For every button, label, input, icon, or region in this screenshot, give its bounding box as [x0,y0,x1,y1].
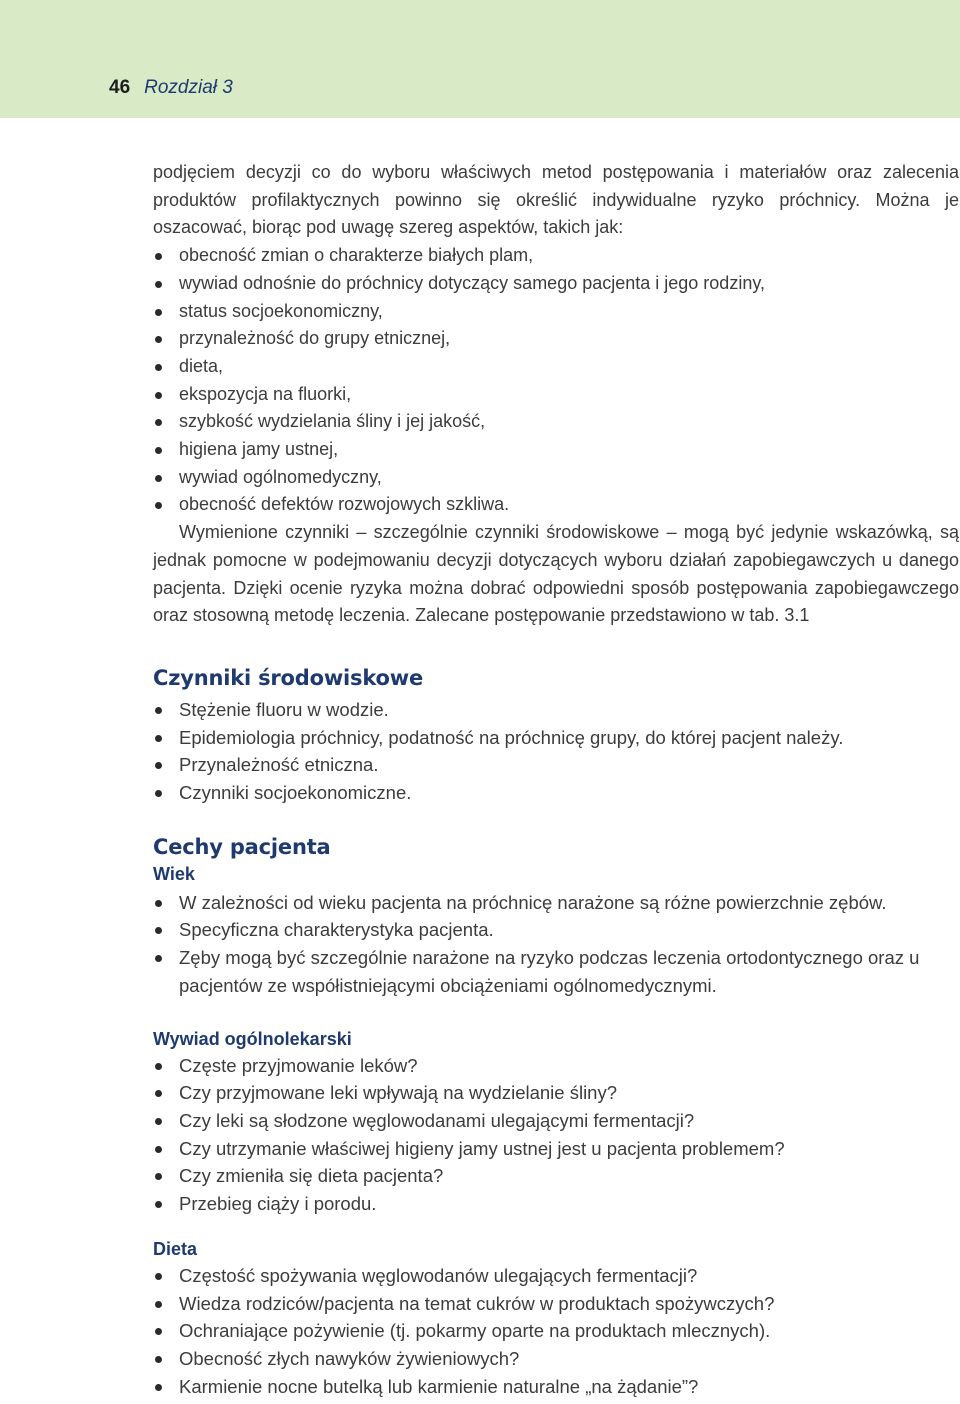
list-item: Czy leki są słodzone węglowodanami ulegającymi fermentacji? [153,1107,959,1135]
subheading-diet: Dieta [153,1238,198,1259]
list-item: Częste przyjmowanie leków? [153,1052,959,1080]
list-item: ekspozycja na fluorki, [153,381,959,409]
risk-factor-list [153,242,959,519]
list-item: szybkość wydzielania śliny i jej jakość, [153,408,959,436]
chapter-title: Rozdział 3 [144,77,233,98]
list-item: Wiedza rodziców/pacjenta na temat cukrów w produktach spożywczych? [153,1290,959,1318]
list-item: Przebieg ciąży i porodu. [153,1190,959,1218]
list-item: Zęby mogą być szczególnie narażone na ryzyko podczas leczenia ortodontycznego oraz u pacjentów ze współistniejącymi obciążeniami ogólnomedycznymi. [153,944,959,999]
page-body [153,159,959,1400]
subheading-age: Wiek [153,863,195,884]
list-item: wywiad ogólnomedyczny, [153,464,959,492]
list-item: Ochraniające pożywienie (tj. pokarmy oparte na produktach mlecznych). [153,1317,959,1345]
intro-paragraph: podjęciem decyzji co do wyboru właściwych metod postępowania i materiałów oraz zalecenia produktów profilaktycznych powinno się określić indywidualne ryzyko próchnicy. Można je oszacować, biorąc pod uwagę szereg aspektów, takich jak: [153,162,959,238]
subheading-medical-history: Wywiad ogólnolekarski [153,1028,352,1049]
page-number: 46 [109,77,131,98]
list-item: Czynniki socjoekonomiczne. [153,779,959,807]
list-item: dieta, [153,353,959,381]
list-item: wywiad odnośnie do próchnicy dotyczący samego pacjenta i jego rodziny, [153,270,959,298]
list-item: obecność zmian o charakterze białych plam, [153,242,959,270]
running-head [109,76,233,100]
list-item: Epidemiologia próchnicy, podatność na próchnicę grupy, do której pacjent należy. [153,724,959,752]
page-header [0,0,960,118]
section-heading-patient: Cechy pacjenta [153,834,331,859]
list-item: przynależność do grupy etnicznej, [153,325,959,353]
section-heading-environment: Czynniki środowiskowe [153,665,424,690]
age-list [153,889,959,1000]
list-item: obecność defektów rozwojowych szkliwa. [153,491,959,519]
list-item: Czy utrzymanie właściwej higieny jamy ustnej jest u pacjenta problemem? [153,1135,959,1163]
list-item: Obecność złych nawyków żywieniowych? [153,1345,959,1373]
list-item: Przynależność etniczna. [153,751,959,779]
diet-list [153,1262,959,1401]
list-item: Czy zmieniła się dieta pacjenta? [153,1162,959,1190]
list-item: status socjoekonomiczny, [153,298,959,326]
body-paragraph: Wymienione czynniki – szczególnie czynniki środowiskowe – mogą być jedynie wskazówką, są jednak pomocne w podejmowaniu decyzji dotyczących wyboru działań zapobiegawczych u danego pacjenta. Dzięki ocenie ryzyka można dobrać odpowiedni sposób postępowania zapobiegawczego oraz stosowną metodę leczenia. Zalecane postępowanie przedstawiono w tab. 3.1 [153,522,959,626]
list-item: Karmienie nocne butelką lub karmienie naturalne „na żądanie”? [153,1373,959,1401]
list-item: Specyficzna charakterystyka pacjenta. [153,916,959,944]
list-item: Czy przyjmowane leki wpływają na wydzielanie śliny? [153,1079,959,1107]
list-item: Stężenie fluoru w wodzie. [153,696,959,724]
medical-history-list [153,1052,959,1218]
list-item: Częstość spożywania węglowodanów ulegających fermentacji? [153,1262,959,1290]
environment-list [153,696,959,807]
list-item: W zależności od wieku pacjenta na próchnicę narażone są różne powierzchnie zębów. [153,889,959,917]
list-item: higiena jamy ustnej, [153,436,959,464]
